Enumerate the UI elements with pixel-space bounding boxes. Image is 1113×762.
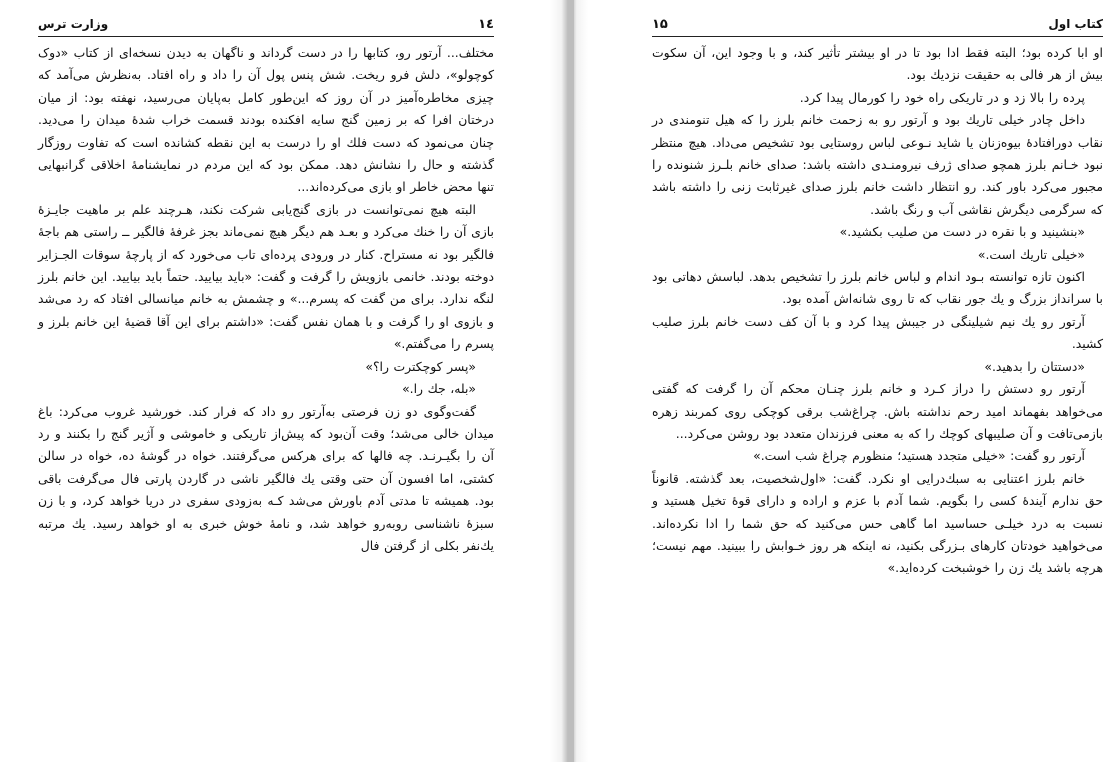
paragraph: آرتور رو دستش را دراز کـرد و خانم بلرز چنـان محکم آن را گرفت که گفتی می‌خواهد بفهماند امید رحم نداشته باش. چراغ‌شب برقی کوچکی روی کمربند زهره بازمی‌تافت و آن صلیبهای کوچك را که به معنی فرزندان متعدد بود روشن می‌کرد...: [652, 381, 1103, 441]
paragraph: پرده را بالا زد و در تاریکی راه خود را کورمال پیدا کرد.: [799, 89, 1085, 105]
paragraph: گفت‌وگوی دو زن فرصتی به‌آرتور رو داد که فرار کند. خورشید غروب می‌کرد: باغ میدان خالی می‌شد؛ وقت آن‌بود که پیش‌از تاریکی و خاموشی و آژیر گنج را بکنند و رد آن را بگیـرنـد. چه فالها که برای هرکس می‌گرفتند. خواه در گوشهٔ ده، خواه در سالن کشتی، اما افسون آن حتی وقتی یك فالگیر ناشی در گاردن پارتی فال می‌گرفت باقی بود. همیشه تا مدتی آدم باورش می‌شد کـه به‌زودی سفری در دریا خواهد کرد، و با زن سبزهٔ ناشناسی روبه‌رو خواهد شد، و نامهٔ خوش خبری به او خواهد رسید. یك مرتبه یك‌نفر بکلی از گرفتن فال: [38, 403, 494, 553]
right-page: [588, 0, 1113, 762]
right-header-rule: [652, 36, 1103, 37]
paragraph: «پسر کوچکترت را؟»: [365, 358, 476, 374]
left-body-text: [38, 42, 494, 557]
left-running-title: وزارت ترس: [38, 17, 109, 31]
paragraph: خانم بلرز اعتنایی به سبك‌درایی او نکرد. گفت: «اول‌شخصیت، بعد گذشته. قانوناً حق ندارم آیندهٔ کسی را بگویم. شما آدم با عزم و اراده و دارای قوهٔ تخیل هستید و نسبت به درد خیلـی حساسید اما گاهی حس می‌کنید که حق شما را ادا نکرده‌اند. می‌خواهید خودتان کارهای بـزرگی بکنید، نه اینکه هر روز خـوابش را ببینید. مهم نیست؛ هرچه باشد یك زن را خوشبخت کرده‌اید.»: [652, 470, 1103, 576]
paragraph: «بله، جك را.»: [402, 381, 476, 397]
right-page-number: ۱۵: [652, 16, 668, 32]
paragraph: آرتور رو گفت: «خیلی متجدد هستید؛ منظورم چراغ شب است.»: [753, 448, 1085, 464]
paragraph: «دستتان را بدهید.»: [984, 358, 1085, 374]
paragraph: مختلف... آرتور رو، کتابها را در دست گرداند و ناگهان به دیدن نسخه‌ای از کتاب «دوک کوچولو»، دلش فرو ریخت. شش پنس پول آن را داد و راه افتاد. به‌نظرش می‌آمد که چیزی مخاطره‌آمیز در آن روز که این‌طور کامل به‌پایان می‌رسید، نهفته بود: از میان درختان افرا که بر زمین گنج سایه افکنده بودند قسمت خراب شدهٔ میدان را می‌دید. چنان می‌نمود که دست فلك او را درست به این نقطه کشانده است که تفاوت روزگار گذشته و حال را نشانش دهد. ممکن بود که این مردم در نمایشنامهٔ اخلاقی گرانبهایی تنها محض خاطر او بازی می‌کرده‌اند...: [38, 45, 494, 195]
left-page: [0, 0, 550, 762]
right-page-header: [652, 12, 1103, 36]
paragraph: «بنشینید و با نقره در دست من صلیب بکشید.»: [839, 224, 1085, 240]
paragraph: او ابا کرده بود؛ البته فقط ادا بود تا در او بیشتر تأثیر کند، و با وجود این، آن سکوت بیش از هر فالی به حقیقت نزدیك بود.: [652, 45, 1103, 83]
paragraph: اکنون تازه توانسته بـود اندام و لباس خانم بلرز را تشخیص بدهد. لباسش دهاتی بود با سرانداز بزرگ و یك جور نقاب که تا روی شانه‌اش آمده بود.: [652, 269, 1103, 307]
paragraph: البته هیچ نمی‌توانست در بازی گنج‌یابی شرکت نکند، هـرچند علم بر ماهیت جایـزهٔ بازی آن را خنك می‌کرد و بعـد هم دیگر هیچ نمی‌ماند بجز غرفهٔ فالگیر ــ راستی هم باجهٔ فالگیر بود نه مستراح. کنار در ورودی پرده‌ای تاب می‌خورد که از پارچهٔ سوقات الجـزایر دوخته بودند. خانمی بازویش را گرفت و گفت: «باید بیایید. حتماً باید بیایید. این خانم بلرز لنگه ندارد. برای من گفت که پسرم...» و چشمش به خانم میانسالی افتاد که رد می‌شد و بازوی او را گرفت و با همان نفس گفت: «داشتم برای این آقا قضیهٔ این خانم بلرز و پسرم را می‌گفتم.»: [38, 201, 494, 352]
left-page-number: ۱٤: [478, 16, 494, 32]
paragraph: «خیلی تاریك است.»: [977, 246, 1085, 262]
paragraph: داخل چادر خیلی تاریك بود و آرتور رو به زحمت خانم بلرز را که هیل تنومندی در نقاب دورافتادهٔ بیوه‌زنان یا شاید نـوعی لباس روستایی بود تشخیص می‌داد. هیچ منتظر نبود خـانم بلرز همچو صدای ژرف نیرومنـدی داشته باشد: صدای خانم بلـرز شنونده را مجبور می‌کرد باور کند. رو انتظار داشت خانم بلرز صدای غیرثابت زنی را داشته باشد که سرگرمی دیگرش نقاشی آب و رنگ باشد.: [652, 112, 1103, 217]
left-header-rule: [38, 36, 494, 37]
left-page-header: [38, 12, 494, 36]
paragraph: آرتور رو یك نیم شیلینگی در جیبش پیدا کرد و با آن کف دست خانم بلرز صلیب کشید.: [652, 313, 1103, 352]
gutter-divider: [568, 0, 574, 762]
right-body-text: [652, 42, 1103, 580]
right-running-title: کتاب اول: [1048, 17, 1103, 31]
